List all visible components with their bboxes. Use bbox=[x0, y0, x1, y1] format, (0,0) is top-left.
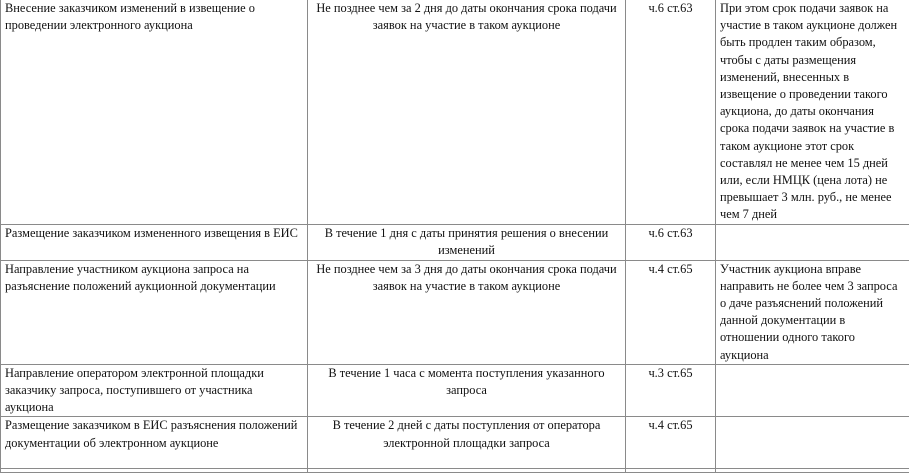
empty-cell bbox=[716, 469, 909, 473]
term-cell: В течение 2 дней с даты поступления от оператора электронной площадки запроса bbox=[308, 417, 626, 469]
table-row bbox=[1, 364, 909, 417]
law-reference-cell: ч.4 ст.65 bbox=[626, 417, 716, 469]
term-cell: В течение 1 часа с момента поступления указанного запроса bbox=[308, 364, 626, 417]
action-cell: Внесение заказчиком изменений в извещение о проведении электронного аукциона bbox=[1, 0, 308, 224]
law-reference-cell: ч.6 ст.63 bbox=[626, 224, 716, 260]
note-cell bbox=[716, 224, 909, 260]
note-cell: Участник аукциона вправе направить не более чем 3 запроса о даче разъяснений положений данной документации в отношении одного такого аукциона bbox=[716, 260, 909, 364]
term-cell: Не позднее чем за 2 дня до даты окончания срока подачи заявок на участие в таком аукционе bbox=[308, 0, 626, 224]
action-cell: Размещение заказчиком измененного извещения в ЕИС bbox=[1, 224, 308, 260]
action-cell: Направление оператором электронной площадки заказчику запроса, поступившего от участника аукциона bbox=[1, 364, 308, 417]
term-cell: Не позднее чем за 3 дня до даты окончания срока подачи заявок на участие в таком аукционе bbox=[308, 260, 626, 364]
action-cell: Направление участником аукциона запроса на разъяснение положений аукционной документации bbox=[1, 260, 308, 364]
empty-cell bbox=[626, 469, 716, 473]
table-row-partial bbox=[1, 469, 909, 473]
table-row bbox=[1, 417, 909, 469]
term-cell: В течение 1 дня с даты принятия решения о внесении изменений bbox=[308, 224, 626, 260]
table-row bbox=[1, 224, 909, 260]
law-reference-cell: ч.4 ст.65 bbox=[626, 260, 716, 364]
table-row bbox=[1, 260, 909, 364]
empty-cell bbox=[308, 469, 626, 473]
note-cell bbox=[716, 364, 909, 417]
action-cell: Размещение заказчиком в ЕИС разъяснения положений документации об электронном аукционе bbox=[1, 417, 308, 469]
note-cell: При этом срок подачи заявок на участие в таком аукционе должен быть продлен таким образом, чтобы с даты размещения изменений, внесенных в извещение о проведении такого аукциона, до даты окончания срока подачи заявок на участие в таком аукционе этот срок составлял не менее чем 15 дней или, если НМЦК (цена лота) не превышает 3 млн. руб., не менее чем 7 дней bbox=[716, 0, 909, 224]
empty-cell bbox=[1, 469, 308, 473]
law-reference-cell: ч.3 ст.65 bbox=[626, 364, 716, 417]
note-cell bbox=[716, 417, 909, 469]
law-reference-cell: ч.6 ст.63 bbox=[626, 0, 716, 224]
table-row bbox=[1, 0, 909, 224]
